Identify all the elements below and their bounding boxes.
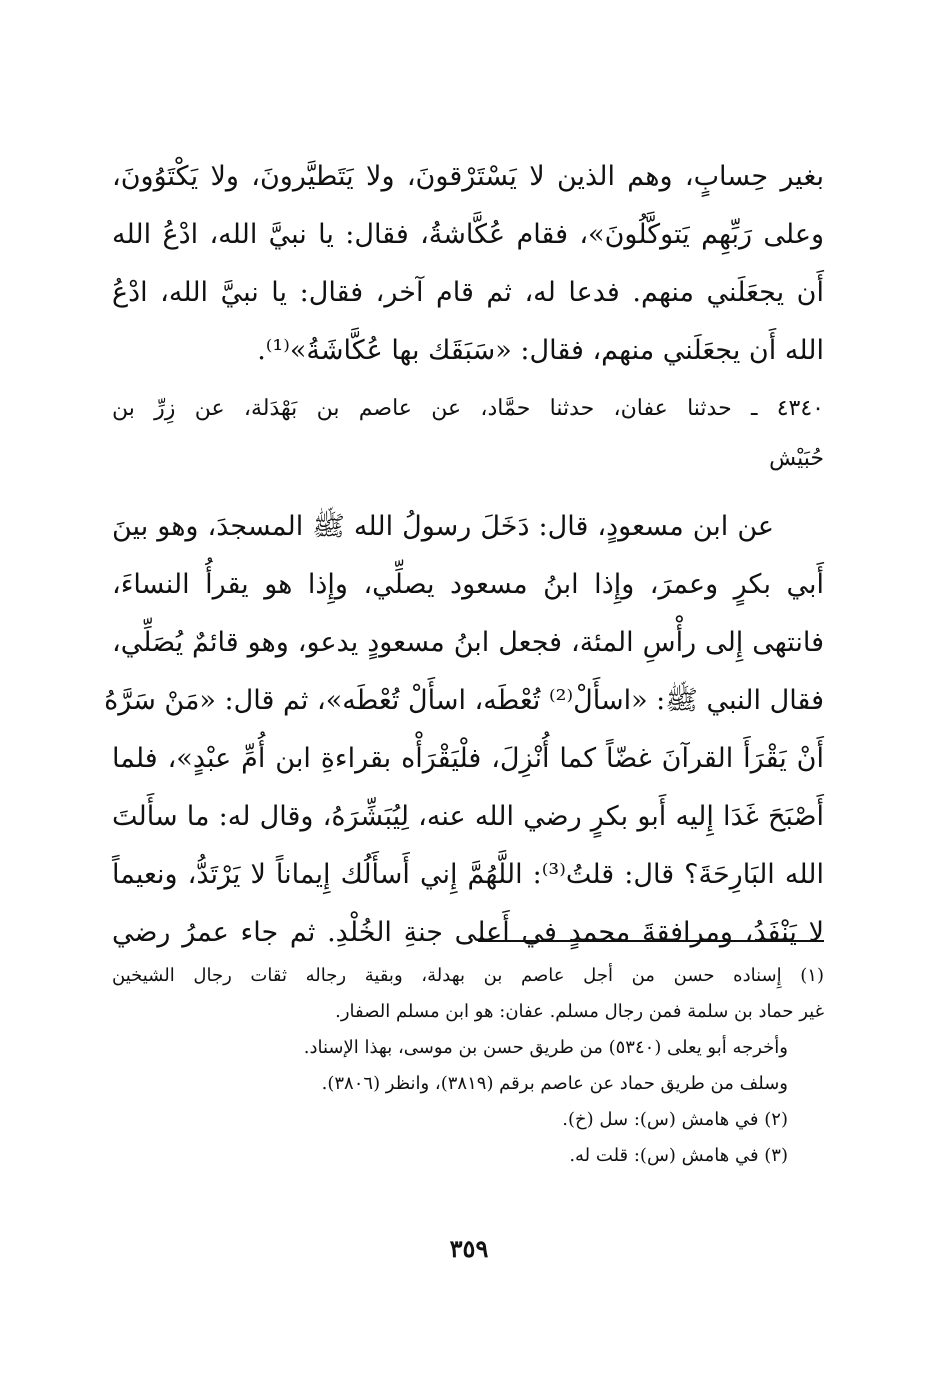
hadith-header xyxy=(112,384,824,484)
main-text xyxy=(104,148,824,962)
footnote-line: وأخرجه أبو يعلى (٥٣٤٠) من طريق حسن بن موسى، بهذا الإسناد. xyxy=(303,1037,788,1058)
text-line: عن ابن مسعودٍ، قال: دَخَلَ رسولُ الله ﷺ المسجدَ، وهو بينَ xyxy=(112,511,774,542)
text-line: أَبي بكرٍ وعمرَ، وإِذا ابنُ مسعود يصلِّي، وإِذا هو يقرأُ النساءَ، xyxy=(112,569,824,600)
text-line: أَنْ يَقْرَأَ القرآنَ غضّاً كما أُنْزِلَ، فلْيَقْرَأْه بقراءةِ ابن أُمِّ عبْدٍ»، فلما xyxy=(112,743,824,774)
text-line: وعلى رَبِّهِم يَتوكَّلُونَ»، فقام عُكَّاشةُ، فقال: يا نبيَّ الله، ادْعُ الله xyxy=(112,219,824,250)
text-block-hadith xyxy=(104,498,824,962)
footnote-line: وسلف من طريق حماد عن عاصم برقم (٣٨١٩)، وانظر (٣٨٠٦). xyxy=(321,1073,788,1094)
text-line: لا يَنْفَدُ، ومرافقةَ محمدٍ في أَعلى جنةِ الخُلْدِ. ثم جاء عمرُ رضي xyxy=(112,917,824,948)
footnote-line: (٣) في هامش (س): قلت له. xyxy=(569,1145,788,1166)
text-line: بغير حِسابٍ، وهم الذين لا يَسْتَرْقونَ، ولا يَتَطيَّرونَ، ولا يَكْتَوُونَ، xyxy=(112,161,824,192)
text-block-continuation xyxy=(112,148,824,380)
text-line: الله البَارِحَةَ؟ قال: قلتُ⁽³⁾: اللَّهُمَّ إِني أَسأَلُك إِيماناً لا يَرْتَدُّ، ونعيماً xyxy=(112,859,824,890)
text-line: الله أَن يجعَلَني منهم، فقال: «سَبَقَك بها عُكَّاشَةُ»⁽¹⁾. xyxy=(257,335,824,366)
text-line: أَصْبَحَ غَدَا إِليه أَبو بكرٍ رضي الله عنه، لِيُبَشِّرَهُ، وقال له: ما سأَلتَ xyxy=(112,801,824,832)
hadith-isnad-line: ٤٣٤٠ ـ حدثنا عفان، حدثنا حمَّاد، عن عاصم بن بَهْدَلة، عن زِرِّ بن xyxy=(112,396,824,421)
hadith-isnad-line: حُبَيْش xyxy=(769,446,824,471)
text-line: فانتهى إِلى رأْسِ المئة، فجعل ابنُ مسعودٍ يدعو، وهو قائمٌ يُصَلِّي، xyxy=(112,627,824,658)
footnotes xyxy=(112,958,824,1174)
page-number: ٣٥٩ xyxy=(449,1234,489,1263)
footnote-line: (٢) في هامش (س): سل (خ). xyxy=(562,1109,788,1130)
text-line: أَن يجعَلَني منهم. فدعا له، ثم قام آخر، فقال: يا نبيَّ الله، ادْعُ xyxy=(112,277,824,308)
footnote-line: غير حماد بن سلمة فمن رجال مسلم. عفان: هو ابن مسلم الصفار. xyxy=(335,1001,824,1022)
footnote-line: (١) إِسناده حسن من أجل عاصم بن بهدلة، وبقية رجاله ثقات رجال الشيخين xyxy=(112,965,824,986)
footnote-divider xyxy=(478,940,824,942)
text-line: فقال النبي ﷺ: «اسأَلْ⁽²⁾ تُعْطَه، اسأَلْ تُعْطَه»، ثم قال: «مَنْ سَرَّهُ xyxy=(104,685,824,716)
